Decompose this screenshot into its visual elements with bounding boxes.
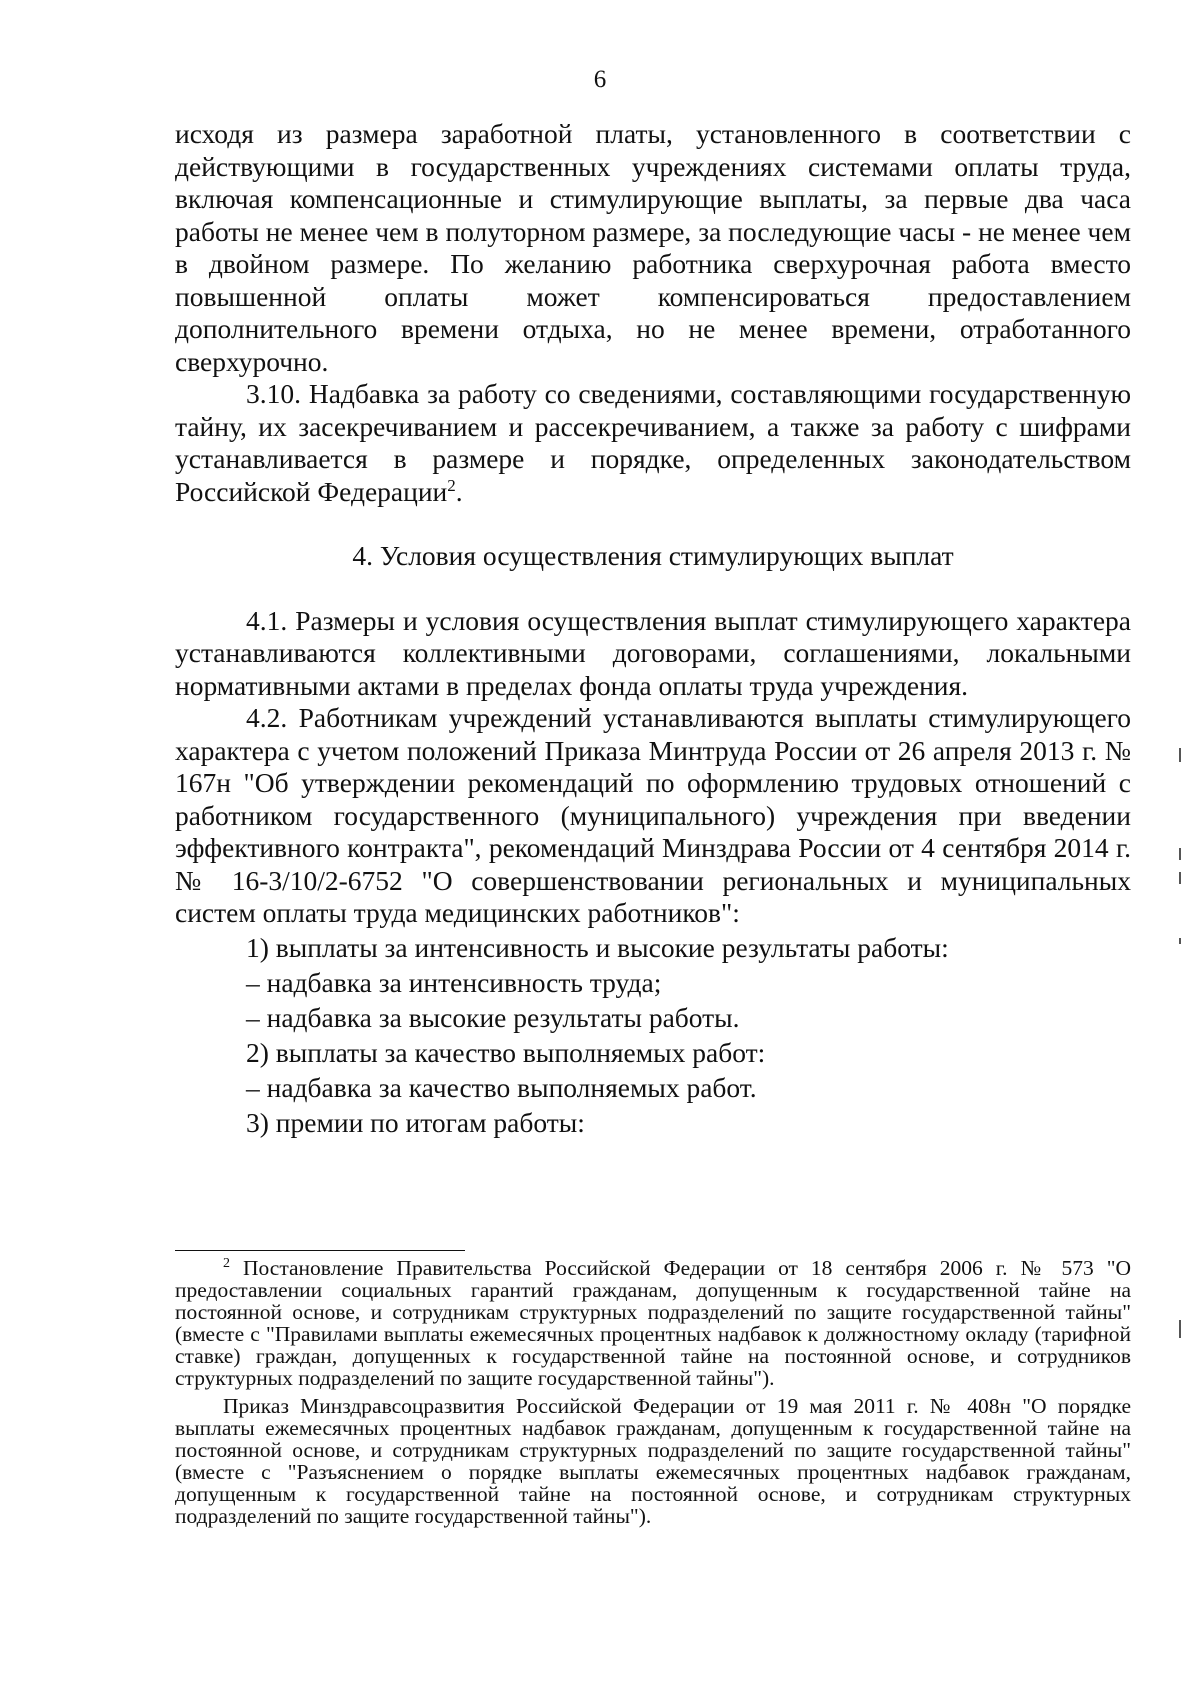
list-item: 1) выплаты за интенсивность и высокие результаты работы:: [246, 931, 949, 963]
scan-artifact: [1179, 748, 1181, 762]
page-number: 6: [593, 66, 607, 93]
list-item: 3) премии по итогам работы:: [246, 1106, 585, 1138]
scan-artifact: [1179, 938, 1181, 944]
list-item: – надбавка за качество выполняемых работ.: [246, 1071, 757, 1103]
scan-artifact: [1179, 872, 1181, 884]
footnote-2: [175, 1257, 1131, 1389]
footnote-reference-2[interactable]: 2: [447, 475, 456, 495]
scan-artifact: [1179, 1320, 1181, 1338]
footnotes: [175, 1257, 1131, 1533]
list-item: 2) выплаты за качество выполняемых работ:: [246, 1036, 766, 1068]
paragraph-3-10-end: .: [455, 475, 463, 507]
section-4-heading: 4. Условия осуществления стимулирующих выплат: [352, 540, 954, 571]
footnote-2-mark: 2: [223, 1255, 230, 1271]
paragraph-4-1: 4.1. Размеры и условия осуществления выплат стимулирующего характера устанавливаются коллективными договорами, соглашениями, локальными нормативными актами в пределах фонда оплаты труда учреждения.: [175, 604, 1131, 701]
scan-artifact: [1179, 848, 1181, 860]
paragraph-overtime-continuation: исходя из размера заработной платы, установленного в соответствии с действующими в государственных учреждениях системами оплаты труда, включая компенсационные и стимулирующие выплаты, за первые два часа работы не менее чем в полуторном размере, за последующие часы - не менее чем в двойном размере. По желанию работника сверхурочная работа вместо повышенной оплаты может компенсироваться предоставлением дополнительного времени отдыха, но не менее времени, отработанного сверхурочно.: [175, 118, 1131, 377]
document-body: [175, 118, 1131, 1140]
list-item: – надбавка за интенсивность труда;: [246, 966, 662, 998]
footnote-2-text: Постановление Правительства Российской Федерации от 18 сентября 2006 г. № 573 "О предоставлении социальных гарантий гражданам, допущенным к государственной тайне на постоянной основе, и сотрудникам структурных подразделений по защите государственной тайны" (вместе с "Правилами выплаты ежемесячных процентных надбавок к должностному окладу (тарифной ставке) граждан, допущенных к государственной тайне на постоянной основе, и сотрудников структурных подразделений по защите государственной тайны").: [175, 1256, 1132, 1390]
paragraph-3-10-text: 3.10. Надбавка за работу со сведениями, составляющими государственную тайну, их засекречиванием и рассекречиванием, а также за работу с шифрами устанавливается в размере и порядке, определенных законодательством Российской Федерации: [175, 378, 1131, 507]
list-item: – надбавка за высокие результаты работы.: [246, 1001, 740, 1033]
footnote-separator: [175, 1250, 465, 1251]
paragraph-3-10: [175, 378, 1131, 508]
footnote-2-continuation: Приказ Минздравсоцразвития Российской Федерации от 19 мая 2011 г. № 408н "О порядке выплаты ежемесячных процентных надбавок гражданам, допущенным к государственной тайне на постоянной основе, и сотрудникам структурных подразделений по защите государственной тайны" (вместе с "Разъяснением о порядке выплаты ежемесячных процентных надбавок гражданам, допущенным к государственной тайне на постоянной основе, и сотрудникам структурных подразделений по защите государственной тайны").: [175, 1394, 1131, 1528]
paragraph-4-2: 4.2. Работникам учреждений устанавливаются выплаты стимулирующего характера с учетом положений Приказа Минтруда России от 26 апреля 2013 г. № 167н "Об утверждении рекомендаций по оформлению трудовых отношений с работником государственного (муниципального) учреждения при введении эффективного контракта", рекомендаций Минздрава России от 4 сентября 2014 г. № 16-3/10/2-6752 "О совершенствовании региональных и муниципальных систем оплаты труда медицинских работников":: [175, 702, 1131, 928]
